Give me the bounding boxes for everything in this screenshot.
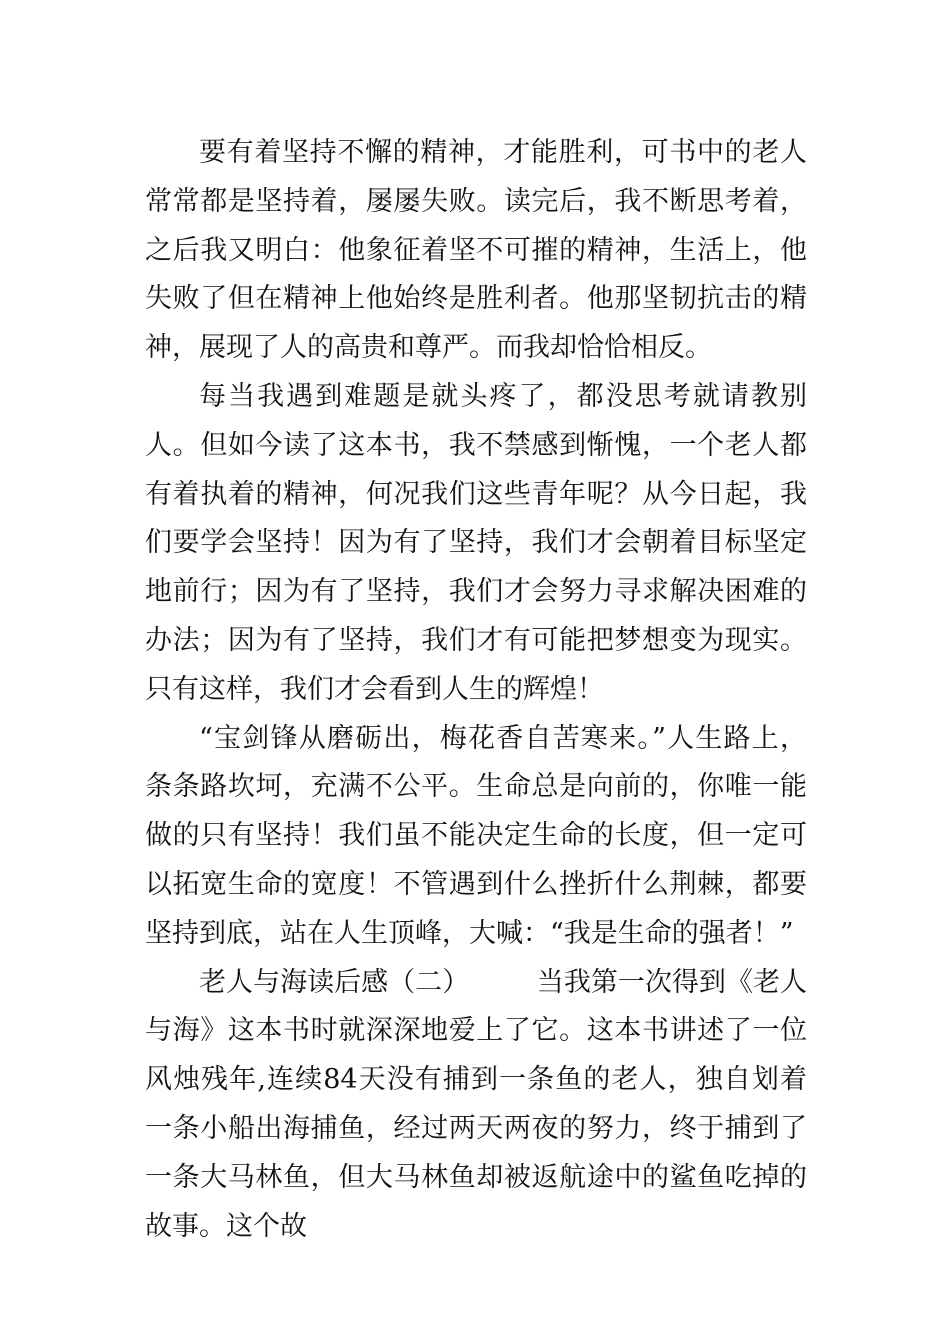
- paragraph-4: 老人与海读后感（二） 当我第一次得到《老人与海》这本书时就深深地爱上了它。这本书讲述了一位风烛残年,连续84天没有捕到一条鱼的老人，独自划着一条小船出海捕鱼，经过两天两夜的努力，终于捕到了一条大马林鱼，但大马林鱼却被返航途中的鲨鱼吃掉的故事。这个故: [145, 966, 807, 1242]
- paragraph-3: “宝剑锋从磨砺出，梅花香自苦寒来。”人生路上，条条路坎坷，充满不公平。生命总是向前的，你唯一能做的只有坚持！我们虽不能决定生命的长度，但一定可以拓宽生命的宽度！不管遇到什么挫折什么荆棘，都要坚持到底，站在人生顶峰，大喊：“我是生命的强者！”: [145, 722, 807, 949]
- paragraph-1: 要有着坚持不懈的精神，才能胜利，可书中的老人常常都是坚持着，屡屡失败。读完后，我不断思考着，之后我又明白：他象征着坚不可摧的精神，生活上，他失败了但在精神上他始终是胜利者。他那坚韧抗击的精神，展现了人的高贵和尊严。而我却恰恰相反。: [145, 137, 807, 364]
- paragraph-2: 每当我遇到难题是就头疼了，都没思考就请教别人。但如今读了这本书，我不禁感到惭愧，一个老人都有着执着的精神，何况我们这些青年呢？从今日起，我们要学会坚持！因为有了坚持，我们才会朝着目标坚定地前行；因为有了坚持，我们才会努力寻求解决困难的办法；因为有了坚持，我们才有可能把梦想变为现实。只有这样，我们才会看到人生的辉煌！: [145, 380, 807, 705]
- document-body: [145, 129, 807, 1251]
